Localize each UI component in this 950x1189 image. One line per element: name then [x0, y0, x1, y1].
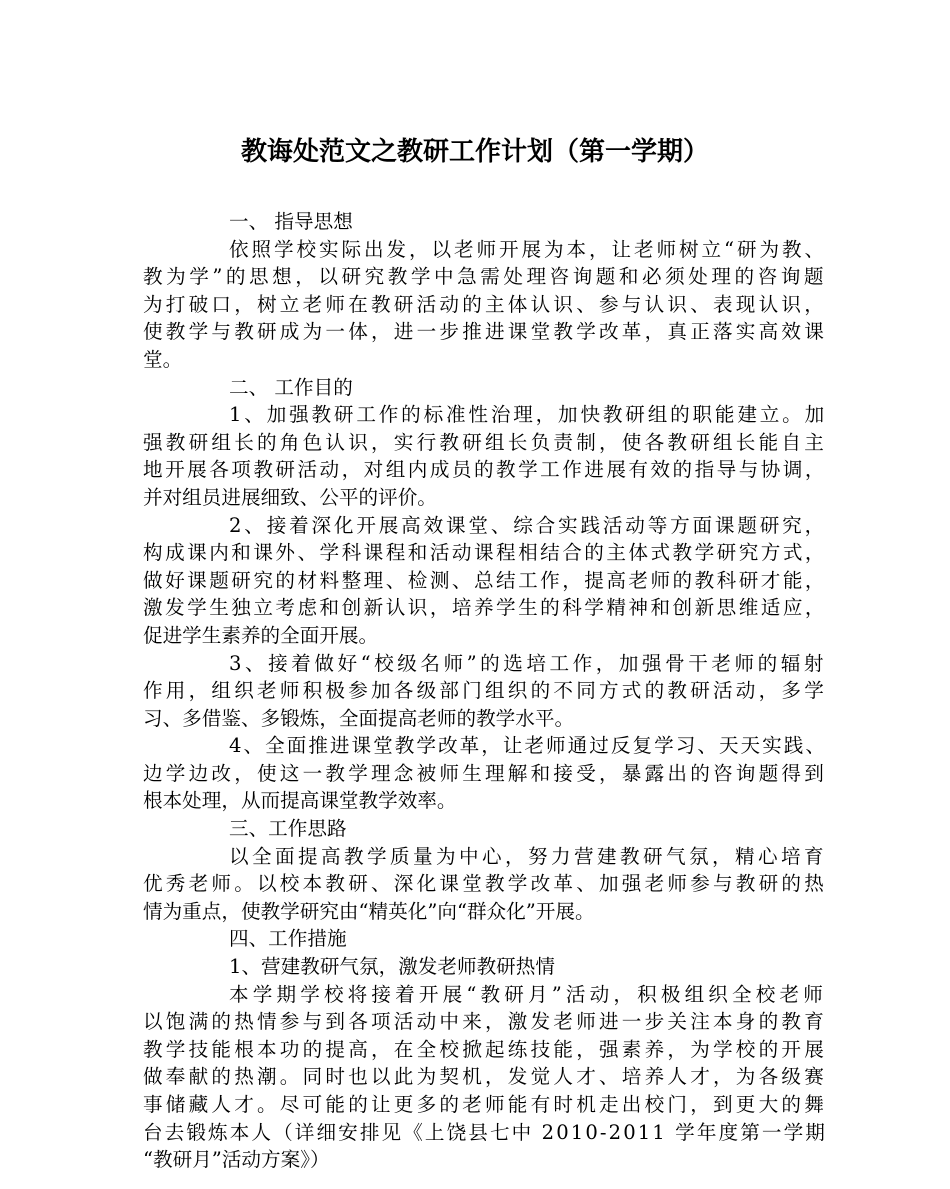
text-line: 优秀老师。以校本教研、深化课堂教学改革、加强老师参与教研的热 [143, 872, 827, 896]
document-body [143, 208, 827, 1174]
document-title: 教诲处范文之教研工作计划（第一学期） [240, 137, 709, 167]
text-line: 1、营建教研气氛，激发老师教研热情 [229, 955, 555, 979]
text-line: 根本处理，从而提高课堂教学效率。 [143, 789, 457, 813]
text-line: 以全面提高教学质量为中心，努力营建教研气氛，精心培育 [229, 844, 827, 868]
text-line: 使教学与教研成为一体，进一步推进课堂教学改革，真正落实高效课 [143, 320, 827, 344]
text-line: 激发学生独立考虑和创新认识，培养学生的科学精神和创新思维适应， [143, 596, 827, 620]
text-line: 本学期学校将接着开展“教研月”活动，积极组织全校老师 [229, 982, 827, 1006]
text-line: 依照学校实际出发，以老师开展为本，让老师树立“研为教、 [229, 237, 827, 261]
text-line: 一、 指导思想 [229, 210, 353, 233]
text-line: 构成课内和课外、学科课程和活动课程相结合的主体式教学研究方式， [143, 541, 827, 565]
text-line: 促进学生素养的全面开展。 [143, 623, 379, 647]
text-line: 2、接着深化开展高效课堂、综合实践活动等方面课题研究， [229, 513, 827, 537]
text-line: 为打破口，树立老师在教研活动的主体认识、参与认识、表现认识， [143, 292, 827, 316]
text-line: 4、全面推进课堂教学改革，让老师通过反复学习、天天实践、 [229, 734, 827, 758]
text-line: 并对组员进展细致、公平的评价。 [143, 485, 437, 509]
text-line: 边学边改，使这一教学理念被师生理解和接受，暴露出的咨询题得到 [143, 761, 827, 785]
text-line: 台去锻炼本人（详细安排见《上饶县七中 2010-2011 学年度第一学期 [143, 1120, 827, 1144]
text-line: 情为重点，使教学研究由“精英化”向“群众化”开展。 [143, 899, 595, 923]
text-line: 事储藏人才。尽可能的让更多的老师能有时机走出校门，到更大的舞 [143, 1093, 827, 1116]
text-line: 习、多借鉴、多锻炼，全面提高老师的教学水平。 [143, 706, 575, 730]
text-line: 地开展各项教研活动，对组内成员的教学工作进展有效的指导与协调， [143, 458, 827, 482]
text-line: 1、加强教研工作的标准性治理，加快教研组的职能建立。加 [229, 403, 827, 427]
text-line: 以饱满的热情参与到各项活动中来，激发老师进一步关注本身的教育 [143, 1010, 827, 1034]
text-line: 作用，组织老师积极参加各级部门组织的不同方式的教研活动，多学 [143, 679, 827, 703]
text-line: 3、接着做好“校级名师”的选培工作，加强骨干老师的辐射 [229, 651, 827, 675]
text-line: “教研月”活动方案》） [143, 1148, 330, 1172]
text-line: 二、 工作目的 [229, 375, 353, 399]
text-line: 教为学”的思想，以研究教学中急需处理咨询题和必须处理的咨询题 [143, 265, 827, 289]
text-line: 做奉献的热潮。同时也以此为契机，发觉人才、培养人才，为各级赛 [143, 1065, 827, 1089]
text-line: 强教研组长的角色认识，实行教研组长负责制，使各教研组长能自主 [143, 430, 827, 454]
text-line: 三、工作思路 [229, 817, 347, 841]
text-line: 堂。 [143, 347, 183, 371]
text-line: 四、工作措施 [229, 927, 347, 951]
text-line: 做好课题研究的材料整理、检测、总结工作，提高老师的教科研才能， [143, 568, 827, 592]
text-line: 教学技能根本功的提高，在全校掀起练技能，强素养，为学校的开展 [143, 1037, 827, 1061]
